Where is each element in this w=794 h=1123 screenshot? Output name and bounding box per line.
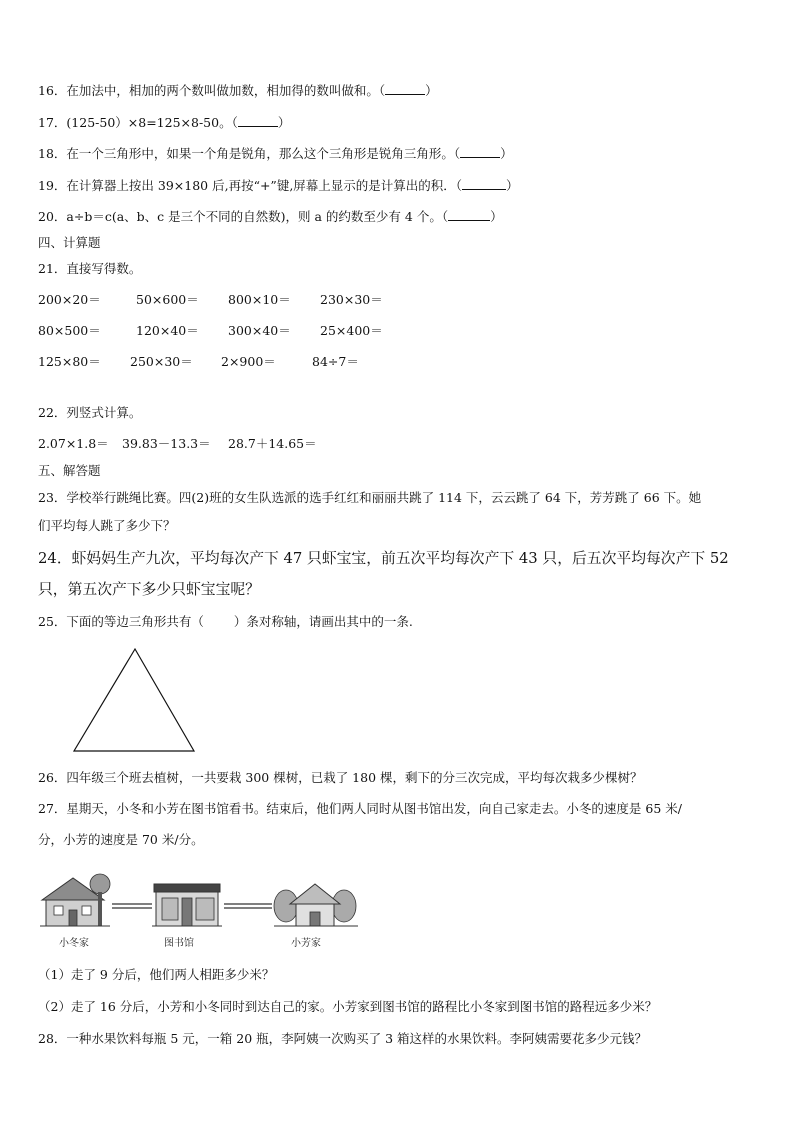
house-with-trees-icon — [274, 884, 358, 926]
question-24-line-1: 24．虾妈妈生产九次，平均每次产下 47 只虾宝宝，前五次平均每次产下 43 只，后五次平均每次产下 52 — [38, 550, 729, 567]
calc-item: 800×10＝ — [228, 292, 291, 307]
house-icon — [40, 874, 110, 926]
question-24-line-2: 只，第五次产下多少只虾宝宝呢？ — [38, 581, 260, 598]
vertical-calc-item: 39.83－13.3＝ — [122, 436, 211, 451]
library-building-icon — [152, 884, 222, 926]
question-23-line-1: 23．学校举行跳绳比赛。四(2)班的女生队选派的选手红红和丽丽共跳了 114 下，云云跳了 64 下，芳芳跳了 66 下。她 — [38, 490, 702, 505]
question-23-line-2: 们平均每人跳了多少下？ — [38, 518, 176, 533]
question-19: 19．在计算器上按出 39×180 后,再按“+”键,屏幕上显示的是计算出的积．（ ） — [38, 178, 519, 193]
question-16: 16．在加法中，相加的两个数叫做加数，相加得的数叫做和。（ ） — [38, 83, 438, 98]
answer-blank[interactable] — [460, 145, 500, 158]
calc-item: 25×400＝ — [320, 323, 383, 338]
calc-item: 50×600＝ — [136, 292, 199, 307]
calc-item: 125×80＝ — [38, 354, 101, 369]
question-25: 25．下面的等边三角形共有（ ）条对称轴，请画出其中的一条. — [38, 614, 413, 629]
answer-blank[interactable] — [462, 177, 506, 190]
question-27-line-1: 27．星期天，小冬和小芳在图书馆看书。结束后，他们两人同时从图书馆出发，向自己家走去。小冬的速度是 65 米/ — [38, 801, 682, 816]
question-27-sub-2: （2）走了 16 分后，小芳和小冬同时到达自己的家。小芳家到图书馆的路程比小冬家到图书馆的路程远多少米？ — [38, 999, 658, 1014]
calc-item: 200×20＝ — [38, 292, 101, 307]
equilateral-triangle — [70, 645, 200, 757]
question-20: 20．a÷b＝c(a、b、c 是三个不同的自然数)，则 a 的约数至少有 4 个。（ ） — [38, 209, 503, 224]
calc-item: 120×40＝ — [136, 323, 199, 338]
calc-item: 250×30＝ — [130, 354, 193, 369]
section-heading-4: 四、计算题 — [38, 235, 101, 250]
question-27-line-2: 分，小芳的速度是 70 米/分。 — [38, 832, 204, 847]
caption-xiaodong-home: 小冬家 — [59, 938, 89, 949]
calc-item: 84÷7＝ — [312, 354, 359, 369]
question-28: 28．一种水果饮料每瓶 5 元，一箱 20 瓶，李阿姨一次购买了 3 箱这样的水果饮料。李阿姨需要花多少元钱？ — [38, 1031, 648, 1046]
calc-item: 300×40＝ — [228, 323, 291, 338]
calc-item: 80×500＝ — [38, 323, 101, 338]
section-heading-5: 五、解答题 — [38, 463, 101, 478]
question-27-sub-1: （1）走了 9 分后，他们两人相距多少米？ — [38, 967, 275, 982]
question-21-title: 21．直接写得数。 — [38, 261, 142, 276]
calc-item: 2×900＝ — [221, 354, 276, 369]
question-26: 26．四年级三个班去植树，一共要栽 300 棵树，已栽了 180 棵，剩下的分三次完成，平均每次栽多少棵树？ — [38, 770, 643, 785]
answer-blank[interactable] — [385, 82, 425, 95]
caption-xiaofang-home: 小芳家 — [291, 938, 321, 949]
vertical-calc-item: 2.07×1.8＝ — [38, 436, 109, 451]
answer-blank[interactable] — [238, 114, 278, 127]
question-17: 17．(125-50）×8=125×8-50。（ ） — [38, 115, 291, 130]
answer-blank[interactable] — [448, 208, 490, 221]
calc-item: 230×30＝ — [320, 292, 383, 307]
vertical-calc-item: 28.7＋14.65＝ — [228, 436, 317, 451]
caption-library: 图书馆 — [164, 938, 194, 949]
question-22-title: 22．列竖式计算。 — [38, 405, 142, 420]
route-illustration — [40, 868, 362, 932]
question-18: 18．在一个三角形中，如果一个角是锐角，那么这个三角形是锐角三角形。（ ） — [38, 146, 513, 161]
